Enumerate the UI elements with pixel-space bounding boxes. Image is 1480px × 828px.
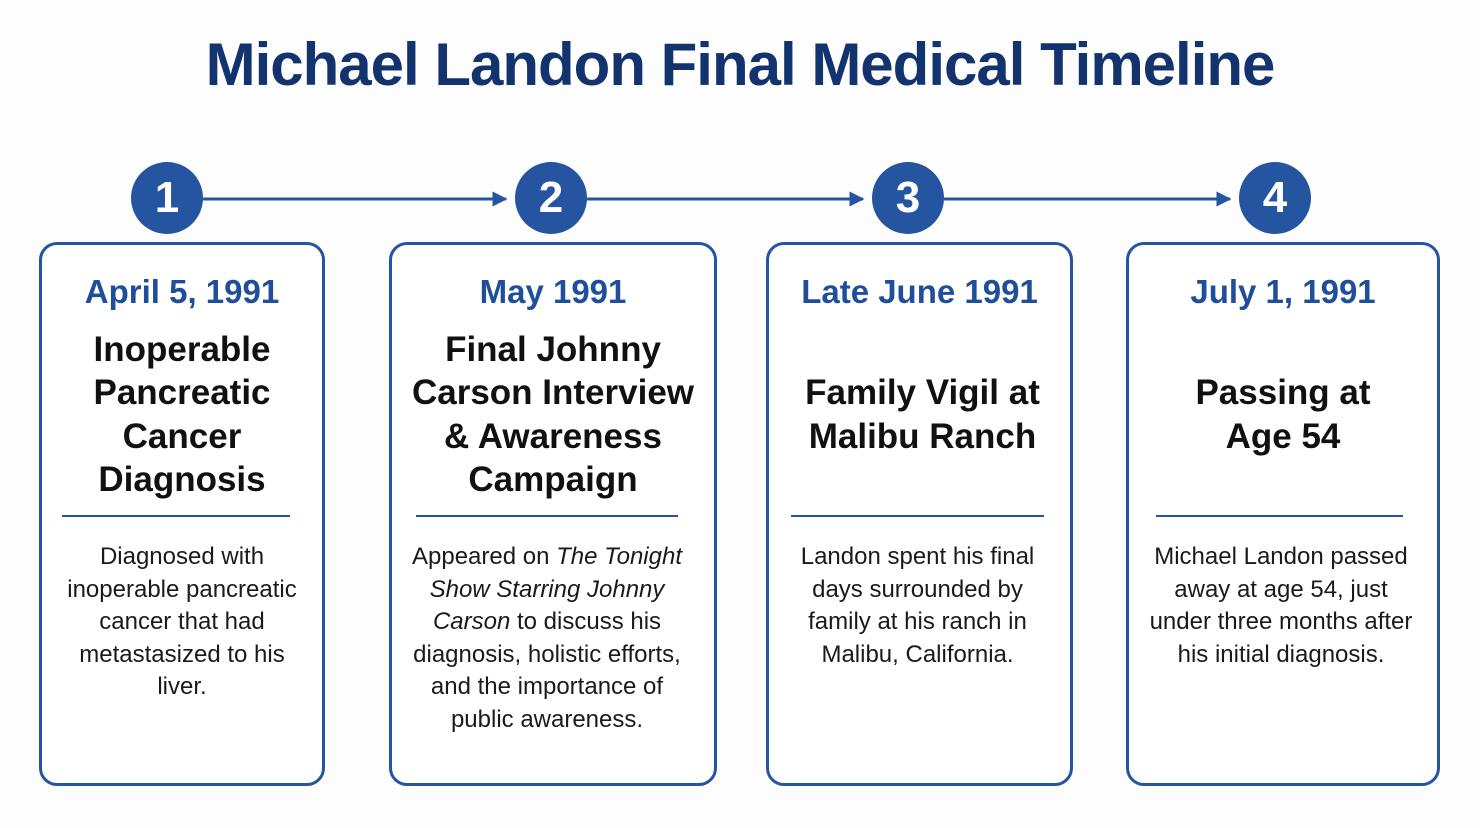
card-date: Late June 1991 — [801, 273, 1038, 310]
card-description — [410, 541, 684, 736]
card-heading: Family Vigil at Malibu Ranch — [805, 373, 1040, 456]
card-description: Diagnosed with inoperable pancreatic cancer that had metastasized to his liver. — [67, 543, 297, 700]
card-divider — [62, 515, 290, 517]
description-text: to discuss his diagnosis, holistic efforts, and the importance of public awareness. — [413, 608, 681, 733]
step-number-4: 4 — [1239, 162, 1311, 234]
card-heading: Inoperable Pancreatic Cancer Diagnosis — [93, 329, 271, 499]
card-divider — [416, 515, 678, 517]
card-date: July 1, 1991 — [1190, 273, 1376, 310]
card-divider — [791, 515, 1044, 517]
card-date: April 5, 1991 — [84, 273, 280, 310]
page-title: Michael Landon Final Medical Timeline — [205, 31, 1275, 98]
timeline-card-3 — [766, 242, 1073, 786]
timeline-card-1 — [39, 242, 325, 786]
show-title: The Tonight Show Starring Johnny Carson — [429, 543, 682, 635]
description-text: Appeared on — [412, 543, 557, 570]
card-heading: Final Johnny Carson Interview & Awareness Campaign — [411, 329, 695, 499]
step-number-2: 2 — [515, 162, 587, 234]
card-date: May 1991 — [479, 273, 627, 310]
timeline-card-2 — [389, 242, 717, 786]
card-divider — [1156, 515, 1403, 517]
timeline-card-4 — [1126, 242, 1440, 786]
card-heading: Passing at Age 54 — [1195, 373, 1371, 456]
step-number-3: 3 — [872, 162, 944, 234]
card-description: Michael Landon passed away at age 54, just under three months after his initial diagnosis. — [1149, 543, 1413, 668]
step-number-1: 1 — [131, 162, 203, 234]
card-description: Landon spent his final days surrounded by family at his ranch in Malibu, California. — [800, 543, 1035, 668]
